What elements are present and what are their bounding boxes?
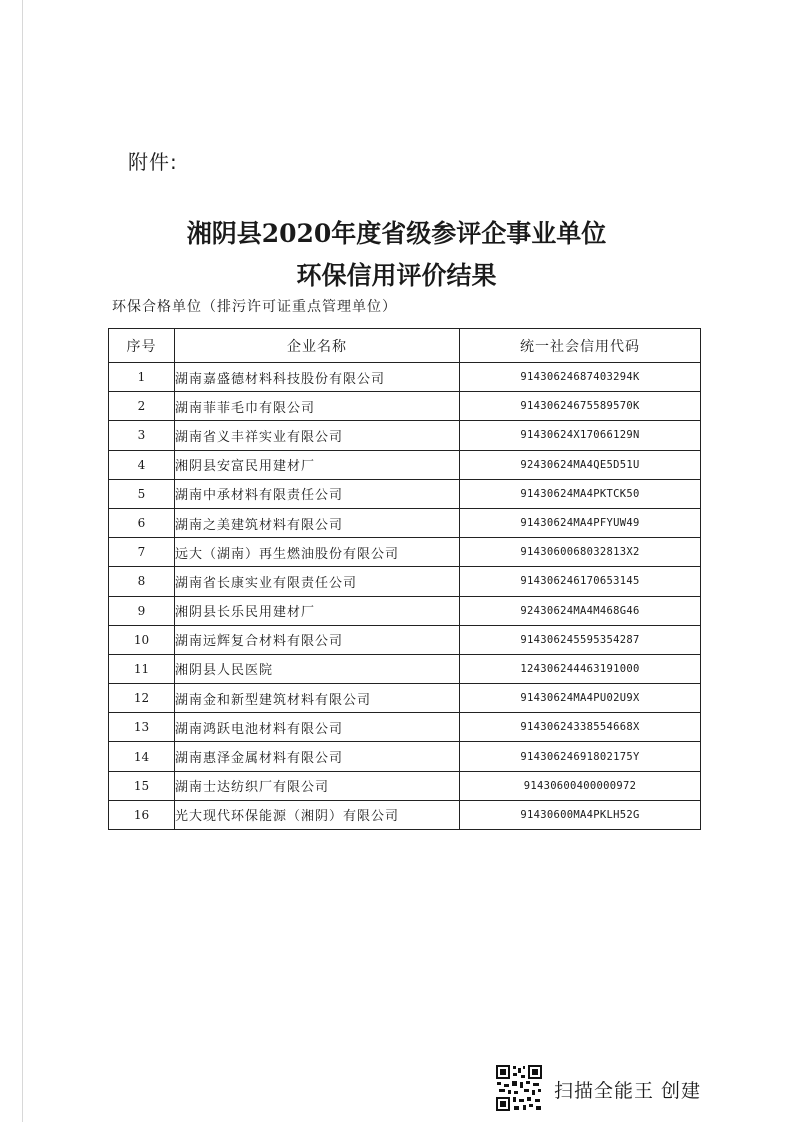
- row-company-name: 湖南中承材料有限责任公司: [175, 479, 460, 508]
- header-credit-code: 统一社会信用代码: [460, 329, 701, 363]
- row-credit-code: 91430624687403294K: [460, 363, 701, 392]
- table-row: [109, 684, 701, 713]
- row-company-name: 湖南菲菲毛巾有限公司: [175, 392, 460, 421]
- row-serial: 1: [109, 363, 175, 392]
- table-row: [109, 450, 701, 479]
- row-credit-code: 91430600MA4PKLH52G: [460, 800, 701, 829]
- table-row: [109, 625, 701, 654]
- row-company-name: 湖南嘉盛德材料科技股份有限公司: [175, 363, 460, 392]
- table-row: [109, 596, 701, 625]
- table-row: [109, 508, 701, 537]
- row-serial: 14: [109, 742, 175, 771]
- scanner-watermark: 扫描全能王 创建: [554, 1080, 702, 1102]
- row-credit-code: 91430624691802175Y: [460, 742, 701, 771]
- table-row: [109, 363, 701, 392]
- row-company-name: 湖南鸿跃电池材料有限公司: [175, 713, 460, 742]
- row-credit-code: 92430624MA4M468G46: [460, 596, 701, 625]
- row-company-name: 湖南士达纺织厂有限公司: [175, 771, 460, 800]
- row-company-name: 湖南惠泽金属材料有限公司: [175, 742, 460, 771]
- row-serial: 15: [109, 771, 175, 800]
- table-row: [109, 771, 701, 800]
- table-row: [109, 538, 701, 567]
- row-serial: 13: [109, 713, 175, 742]
- row-credit-code: 91430600400000972: [460, 771, 701, 800]
- row-company-name: 湖南金和新型建筑材料有限公司: [175, 684, 460, 713]
- results-table: [108, 328, 701, 830]
- table-row: [109, 392, 701, 421]
- table-row: [109, 421, 701, 450]
- row-company-name: 湘阴县人民医院: [175, 654, 460, 683]
- table-row: [109, 713, 701, 742]
- row-company-name: 湖南省义丰祥实业有限公司: [175, 421, 460, 450]
- row-serial: 2: [109, 392, 175, 421]
- row-serial: 11: [109, 654, 175, 683]
- table-row: [109, 567, 701, 596]
- row-credit-code: 91430624338554668X: [460, 713, 701, 742]
- table-row: [109, 479, 701, 508]
- document-title-line1: 湘阴县2020年度省级参评企事业单位: [186, 219, 607, 248]
- row-credit-code: 91430624MA4PFYUW49: [460, 508, 701, 537]
- header-company-name: 企业名称: [175, 329, 460, 363]
- row-serial: 8: [109, 567, 175, 596]
- row-serial: 12: [109, 684, 175, 713]
- row-credit-code: 91430624675589570K: [460, 392, 701, 421]
- row-serial: 3: [109, 421, 175, 450]
- row-credit-code: 914306245595354287: [460, 625, 701, 654]
- row-serial: 4: [109, 450, 175, 479]
- table-header-row: [109, 329, 701, 363]
- table-row: [109, 742, 701, 771]
- row-company-name: 湖南远辉复合材料有限公司: [175, 625, 460, 654]
- header-serial: 序号: [109, 329, 175, 363]
- attachment-label: 附件:: [128, 150, 178, 174]
- scan-edge-line: [22, 0, 23, 1122]
- row-credit-code: 91430624X17066129N: [460, 421, 701, 450]
- row-serial: 16: [109, 800, 175, 829]
- row-company-name: 湘阴县安富民用建材厂: [175, 450, 460, 479]
- row-company-name: 湖南之美建筑材料有限公司: [175, 508, 460, 537]
- row-credit-code: 91430624MA4PU02U9X: [460, 684, 701, 713]
- row-serial: 5: [109, 479, 175, 508]
- row-credit-code: 92430624MA4QE5D51U: [460, 450, 701, 479]
- row-company-name: 湘阴县长乐民用建材厂: [175, 596, 460, 625]
- row-credit-code: 124306244463191000: [460, 654, 701, 683]
- table-row: [109, 654, 701, 683]
- row-credit-code: 91430624MA4PKTCK50: [460, 479, 701, 508]
- row-company-name: 远大（湖南）再生燃油股份有限公司: [175, 538, 460, 567]
- section-subtitle: 环保合格单位（排污许可证重点管理单位）: [112, 299, 397, 315]
- row-serial: 6: [109, 508, 175, 537]
- row-company-name: 湖南省长康实业有限责任公司: [175, 567, 460, 596]
- row-credit-code: 9143060068032813X2: [460, 538, 701, 567]
- row-company-name: 光大现代环保能源（湘阴）有限公司: [175, 800, 460, 829]
- document-title-line2: 环保信用评价结果: [296, 261, 497, 290]
- row-credit-code: 914306246170653145: [460, 567, 701, 596]
- row-serial: 7: [109, 538, 175, 567]
- row-serial: 9: [109, 596, 175, 625]
- qr-code-icon: [495, 1064, 543, 1112]
- row-serial: 10: [109, 625, 175, 654]
- table-row: [109, 800, 701, 829]
